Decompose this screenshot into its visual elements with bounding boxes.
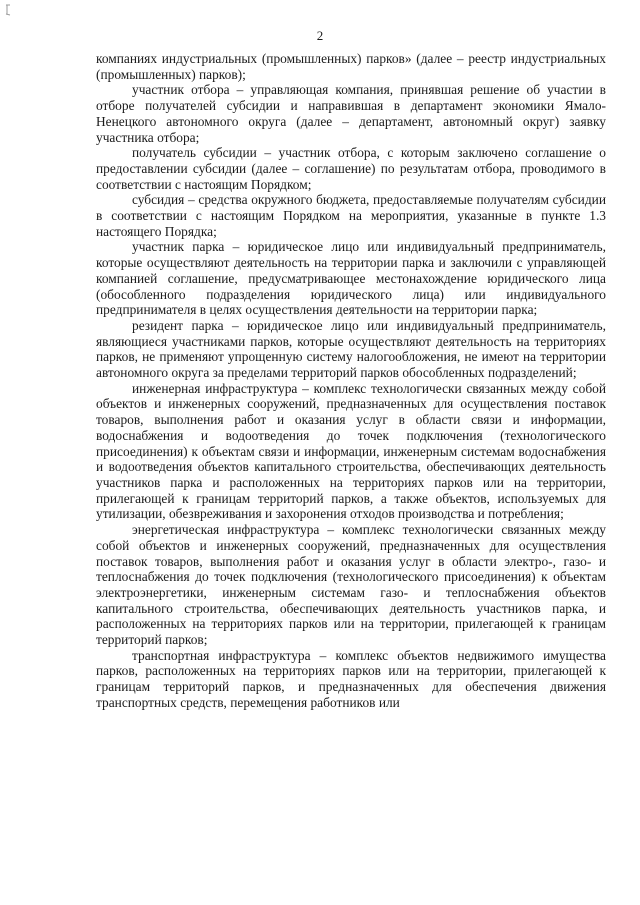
paragraph-subsidy-recipient: получатель субсидии – участник отбора, с которым заключено соглашение о предоставлении субсидии (далее – соглашение) по результатам отбора, проводимого в соответствии с настоящим Порядком;	[96, 145, 606, 192]
paragraph-subsidy: субсидия – средства окружного бюджета, предоставляемые получателям субсидии в соответствии с настоящим Порядком на мероприятия, указанные в пункте 1.3 настоящего Порядка;	[96, 192, 606, 239]
paragraph-engineering-infrastructure: инженерная инфраструктура – комплекс технологически связанных между собой объектов и инженерных сооружений, предназначенных для осуществления поставок товаров, выполнения работ и оказания услуг в области связи и информации, водоснабжения и водоотведения до точек подключения (технологического присоединения) к объектам связи и информации, инженерным системам водоснабжения и водоотведения объектов капитального строительства, обеспечивающих деятельность участников парка и расположенных на территориях парков или на территории, прилегающей к границам территорий парков, а также объектов, используемых для утилизации, обезвреживания и захоронения отходов производства и потребления;	[96, 380, 606, 522]
page-number: 2	[316, 28, 324, 43]
paragraph-park-participant: участник парка – юридическое лицо или индивидуальный предприниматель, которые осуществляют деятельность на территории парка и заключили с управляющей компанией соглашение, предусматривающее местонахождение юридического лица (обособленного подразделения юридического лица) или индивидуального предпринимателя в целях осуществления деятельности на территории парка;	[96, 239, 606, 318]
paragraph-transport-infrastructure: транспортная инфраструктура – комплекс объектов недвижимого имущества парков, расположенных на территориях парков или на территории, прилегающей к границам территорий парков, и предназначенных для обеспечения движения транспортных средств, перемещения работников или	[96, 647, 606, 710]
paragraph-registry-continuation: компаниях индустриальных (промышленных) парков» (далее – реестр индустриальных (промышленных) парков);	[96, 51, 606, 82]
document-body	[96, 51, 606, 711]
paragraph-energy-infrastructure: энергетическая инфраструктура – комплекс технологически связанных между собой объектов и инженерных сооружений, предназначенных для осуществления поставок товаров, выполнения работ и оказания услуг в области электро-, газо- и теплоснабжения до точек подключения (технологического присоединения) к объектам электроэнергетики, инженерным системам газо- и теплоснабжения объектов капитального строительства, обеспечивающих деятельность участников парка, и расположенных на территориях парков или на территории, прилегающей к границам территорий парков;	[96, 522, 606, 648]
paragraph-selection-participant: участник отбора – управляющая компания, принявшая решение об участии в отборе получателей субсидии и направившая в департамент экономики Ямало-Ненецкого автономного округа (далее – департамент, автономный округ) заявку участника отбора;	[96, 82, 606, 145]
scan-mark	[5, 4, 12, 16]
paragraph-park-resident: резидент парка – юридическое лицо или индивидуальный предприниматель, являющиеся участниками парков, которые осуществляют деятельность на территориях парков, не применяют упрощенную систему налогообложения, не имеют на территории автономного округа за пределами территорий парков обособленных подразделений;	[96, 317, 606, 381]
